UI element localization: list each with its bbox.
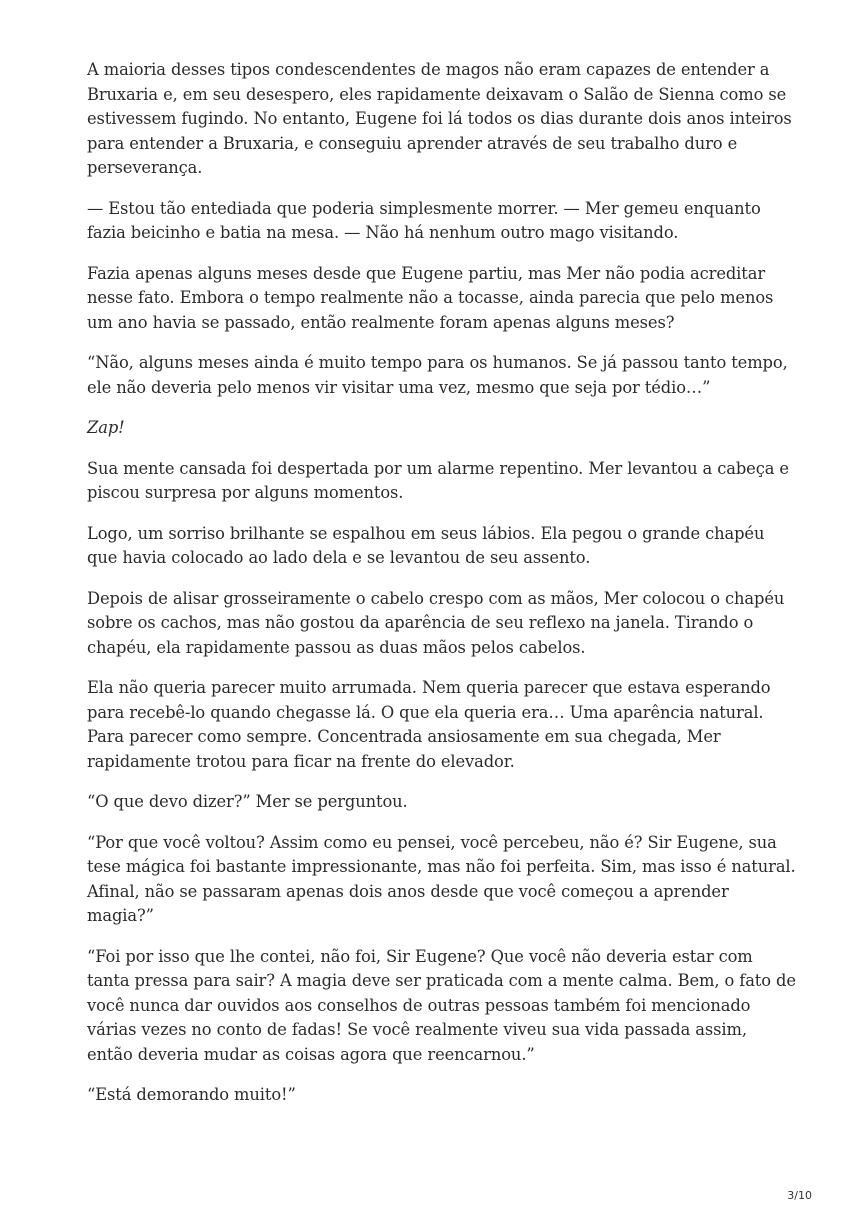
paragraph: “Foi por isso que lhe contei, não foi, Sir Eugene? Que você não deveria estar com tanta pressa para sair? A magia deve ser praticada com a mente calma. Bem, o fato de você nunca dar ouvidos aos conselhos de outras pessoas também foi mencionado várias vezes no conto de fadas! Se você realmente viveu sua vida passada assim, então deveria mudar as coisas agora que reencarnou.” — [87, 946, 796, 1064]
paragraph: Fazia apenas alguns meses desde que Eugene partiu, mas Mer não podia acreditar nesse fato. Embora o tempo realmente não a tocasse, ainda parecia que pelo menos um ano havia se passado, então realmente foram apenas alguns meses? — [87, 263, 774, 332]
document-body — [87, 58, 797, 1124]
paragraph-emphasis: Zap! — [87, 418, 125, 437]
paragraph: — Estou tão entediada que poderia simplesmente morrer. — Mer gemeu enquanto fazia beicinho e batia na mesa. — Não há nenhum outro mago visitando. — [87, 198, 761, 242]
paragraph: Sua mente cansada foi despertada por um alarme repentino. Mer levantou a cabeça e piscou surpresa por alguns momentos. — [87, 458, 789, 502]
paragraph: “Não, alguns meses ainda é muito tempo para os humanos. Se já passou tanto tempo, ele não deveria pelo menos vir visitar uma vez, mesmo que seja por tédio…” — [87, 353, 788, 397]
paragraph: A maioria desses tipos condescendentes de magos não eram capazes de entender a Bruxaria e, em seu desespero, eles rapidamente deixavam o Salão de Sienna como se estivessem fugindo. No entanto, Eugene foi lá todos os dias durante dois anos inteiros para entender a Bruxaria, e conseguiu aprender através de seu trabalho duro e perseverança. — [87, 60, 792, 177]
paragraph: Ela não queria parecer muito arrumada. Nem queria parecer que estava esperando para recebê-lo quando chegasse lá. O que ela queria era… Uma aparência natural. Para parecer como sempre. Concentrada ansiosamente em sua chegada, Mer rapidamente trotou para ficar na frente do elevador. — [87, 678, 771, 771]
page-number: 3/10 — [787, 1189, 812, 1202]
paragraph: Depois de alisar grosseiramente o cabelo crespo com as mãos, Mer colocou o chapéu sobre os cachos, mas não gostou da aparência de seu reflexo na janela. Tirando o chapéu, ela rapidamente passou as duas mãos pelos cabelos. — [87, 588, 785, 657]
paragraph: “Por que você voltou? Assim como eu pensei, você percebeu, não é? Sir Eugene, sua tese mágica foi bastante impressionante, mas não foi perfeita. Sim, mas isso é natural. Afinal, não se passaram apenas dois anos desde que você começou a aprender magia?” — [87, 832, 796, 925]
paragraph: “Está demorando muito!” — [87, 1085, 296, 1104]
paragraph: “O que devo dizer?” Mer se perguntou. — [87, 792, 408, 811]
paragraph: Logo, um sorriso brilhante se espalhou em seus lábios. Ela pegou o grande chapéu que havia colocado ao lado dela e se levantou de seu assento. — [87, 523, 765, 567]
